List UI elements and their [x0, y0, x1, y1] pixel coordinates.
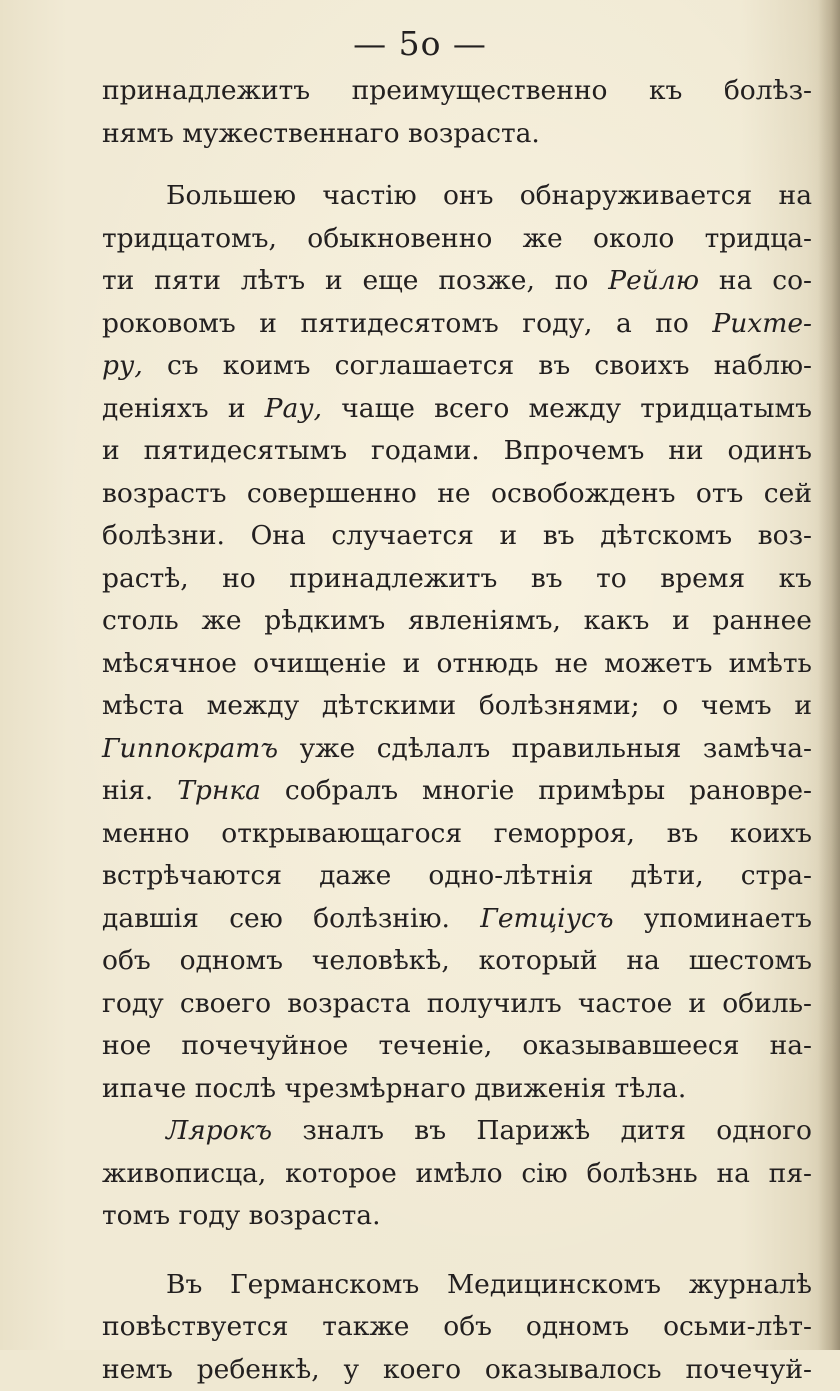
text-line: роковомъ и пятидесятомъ году, а по Рихте-: [102, 303, 812, 346]
text-line: живописца, которое имѣло сію болѣзнь на пя-: [102, 1153, 812, 1196]
text-line: объ одномъ человѣкѣ, который на шестомъ: [102, 940, 812, 983]
text-line: столь же рѣдкимъ явленіямъ, какъ и раннее: [102, 600, 812, 643]
text-line: ти пяти лѣтъ и еще позже, по Рейлю на со-: [102, 260, 812, 303]
text-line: менно открывающагося геморроя, въ коихъ: [102, 813, 812, 856]
text-line: растѣ, но принадлежитъ въ то время къ: [102, 558, 812, 601]
text-line: томъ году возраста.: [102, 1195, 812, 1238]
text-line: встрѣчаются даже одно-лѣтнія дѣти, стра-: [102, 855, 812, 898]
text-line: Лярокъ зналъ въ Парижѣ дитя одного: [102, 1110, 812, 1153]
page-number: — 5o —: [0, 24, 840, 63]
text-line: принадлежитъ преимущественно къ болѣз-: [102, 70, 812, 113]
text-line: нія. Трнка собралъ многіе примѣры рановре-: [102, 770, 812, 813]
italic-name: Рейлю: [608, 265, 699, 296]
italic-name: ру,: [102, 350, 143, 381]
italic-name: Лярокъ: [166, 1115, 272, 1146]
page-body: [102, 70, 812, 1391]
text-line: году своего возраста получилъ частое и обиль-: [102, 983, 812, 1026]
text-line: ное почечуйное теченіе, оказывавшееся на-: [102, 1025, 812, 1068]
text-line: Большею частію онъ обнаруживается на: [102, 175, 812, 218]
text-line: Гиппократъ уже сдѣлалъ правильныя замѣча-: [102, 728, 812, 771]
text-line: ипаче послѣ чрезмѣрнаго движенія тѣла.: [102, 1068, 812, 1111]
text-line: мѣсячное очищеніе и отнюдь не можетъ имѣть: [102, 643, 812, 686]
italic-name: Трнка: [177, 775, 261, 806]
text-line: повѣствуется также объ одномъ осьми-лѣт-: [102, 1306, 812, 1349]
text-line: немъ ребенкѣ, у коего оказывалось почечуй-: [102, 1349, 812, 1391]
text-line: ру, съ коимъ соглашается въ своихъ наблю-: [102, 345, 812, 388]
text-line: мѣста между дѣтскими болѣзнями; о чемъ и: [102, 685, 812, 728]
text-line: деніяхъ и Рау, чаще всего между тридцатымъ: [102, 388, 812, 431]
italic-name: Рау,: [265, 393, 322, 424]
text-line: и пятидесятымъ годами. Впрочемъ ни одинъ: [102, 430, 812, 473]
text-line: тридцатомъ, обыкновенно же около тридца-: [102, 218, 812, 261]
text-line: давшія сею болѣзнію. Гетціусъ упоминаетъ: [102, 898, 812, 941]
italic-name: Гетціусъ: [480, 903, 613, 934]
italic-name: Рихте-: [712, 308, 812, 339]
text-line: Въ Германскомъ Медицинскомъ журналѣ: [102, 1264, 812, 1307]
page-edge-shadow: [818, 0, 840, 1350]
text-line: нямъ мужественнаго возраста.: [102, 113, 812, 156]
text-line: возрастъ совершенно не освобожденъ отъ сей: [102, 473, 812, 516]
text-line: болѣзни. Она случается и въ дѣтскомъ воз-: [102, 515, 812, 558]
italic-name: Гиппократъ: [102, 733, 278, 764]
